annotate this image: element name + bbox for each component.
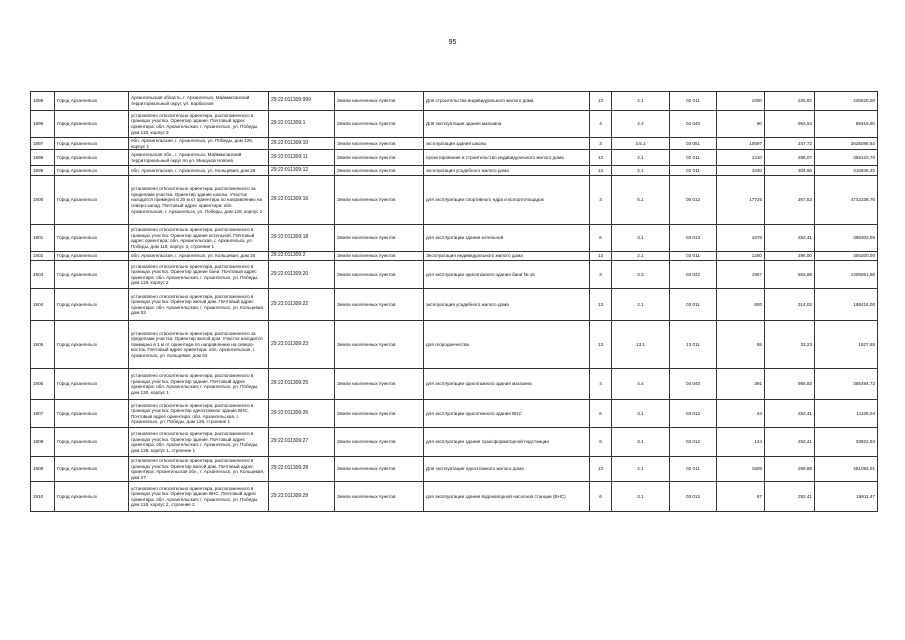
row-number: 1909 — [31, 457, 55, 482]
unit-value-cell: 304,66 — [765, 166, 815, 176]
cadastral-value-cell: 33822,94 — [815, 428, 878, 457]
address-cell: установлено относительно ориентира, расположенного в границах участка. Ориентир здание. Почтовый адрес ориентира: обл. Архангельская, г. Архангельск, ул. Победы, дом 128, корпус 1, строение 1 — [129, 428, 269, 457]
row-number: 1907 — [31, 400, 55, 428]
use-code-cell: 02 011 — [670, 92, 717, 111]
area-cell: 1967 — [717, 261, 765, 289]
zone-cell: 4 — [590, 369, 612, 400]
unit-value-cell: 296,07 — [765, 150, 815, 166]
zone-cell: 4 — [590, 111, 612, 138]
settlement-cell: Город Архангельск — [55, 457, 129, 482]
use-code-cell: 02 011 — [670, 166, 717, 176]
zone-cell: 13 — [590, 457, 612, 482]
cadastral-number-cell: 29:22:011309:999 — [269, 92, 335, 111]
unit-value-cell: 252,41 — [765, 225, 815, 252]
row-number: 1903 — [31, 261, 55, 289]
cadastral-number-cell: 29:22:011309:22 — [269, 289, 335, 321]
settlement-cell: Город Архангельск — [55, 166, 129, 176]
row-number: 1901 — [31, 225, 55, 252]
permitted-use-cell: для эксплуатации здания трансформаторной подстанции — [424, 428, 590, 457]
table-row — [31, 457, 878, 482]
group-code-cell: 2.1 — [612, 166, 670, 176]
cadastral-number-cell: 29:22:011309:23 — [269, 321, 335, 369]
address-cell: установлено относительно ориентира, расположенного в границах участка. Ориентир здание бани. Почтовый адрес ориентира: обл. Архангельская, г. Архангельск, ул. Победы, дом 118, корпус 2 — [129, 261, 269, 289]
permitted-use-cell: для эксплуатации здания водонапорной насосной станции (ВНС) — [424, 482, 590, 512]
unit-value-cell: 296,00 — [765, 252, 815, 261]
unit-value-cell: 267,53 — [765, 176, 815, 225]
use-code-cell: 04 040 — [670, 111, 717, 138]
area-cell: 1578 — [717, 225, 765, 252]
group-code-cell: 3.1 — [612, 225, 670, 252]
cadastral-number-cell: 29:22:011309:26 — [269, 400, 335, 428]
row-number: 1899 — [31, 166, 55, 176]
address-cell: Архангельская обл., г. Архангельск, Маймаксанский территориальный округ по ул. Мишуков Новоев — [129, 150, 269, 166]
address-cell: установлено относительно ориентира, расположенного в границах участка. Ориентир жилой дом. Почтовый адрес ориентира: Архангельская обл., г. Архангельск, ул. Кольцевая, дом 47 — [129, 457, 269, 482]
land-category-cell: Земли населенных пунктов — [335, 321, 424, 369]
permitted-use-cell: Для строительства индивидуального жилого дома — [424, 92, 590, 111]
zone-cell: 6 — [590, 400, 612, 428]
area-cell: 17726 — [717, 176, 765, 225]
area-cell: 67 — [717, 482, 765, 512]
settlement-cell: Город Архангельск — [55, 369, 129, 400]
group-code-cell: 4.4 — [612, 369, 670, 400]
settlement-cell: Город Архангельск — [55, 92, 129, 111]
use-code-cell: 04 040 — [670, 369, 717, 400]
unit-value-cell: 252,41 — [765, 482, 815, 512]
settlement-cell: Город Архангельск — [55, 482, 129, 512]
settlement-cell: Город Архангельск — [55, 176, 129, 225]
zone-cell: 6 — [590, 225, 612, 252]
table-row — [31, 289, 878, 321]
settlement-cell: Город Архангельск — [55, 289, 129, 321]
group-code-cell: 4.4 — [612, 111, 670, 138]
settlement-cell: Город Архангельск — [55, 428, 129, 457]
land-category-cell: Земли населенных пунктов — [335, 261, 424, 289]
address-cell: установлено относительно ориентира, расположенного за пределами участка. Ориентир здание школы. Участок находится примерно в 20 м от ориентира по направлению на северо-запад. Почтовый адрес ориентира: обл. Архангельская, г. Архангельск, ул. Победы, дом 126, корпус 1 — [129, 176, 269, 225]
address-cell: установлено относительно ориентира, расположенного в границах участка. Ориентир здание. Почтовый адрес ориентира: обл. Архангельская, г. Архангельск, ул. Победы, дом 130, корпус 1 — [129, 369, 269, 400]
row-number: 1895 — [31, 92, 55, 111]
use-code-cell: 03 032 — [670, 261, 717, 289]
settlement-cell: Город Архангельск — [55, 111, 129, 138]
address-cell: обл. Архангельская, г. Архангельск, ул. Победы, дом 126, корпус 1 — [129, 138, 269, 150]
cadastral-value-cell: 1305851,96 — [815, 261, 878, 289]
use-code-cell: 02 011 — [670, 457, 717, 482]
use-code-cell: 13 011 — [670, 321, 717, 369]
table-row — [31, 92, 878, 111]
unit-value-cell: 314,03 — [765, 289, 815, 321]
cadastral-number-cell: 29:22:011309:11 — [269, 150, 335, 166]
zone-cell: 3 — [590, 138, 612, 150]
permitted-use-cell: для эксплуатации здания котельной — [424, 225, 590, 252]
table-row — [31, 321, 878, 369]
use-code-cell: 03 012 — [670, 482, 717, 512]
unit-value-cell: 252,41 — [765, 428, 815, 457]
permitted-use-cell: эксплуатация здания школы — [424, 138, 590, 150]
unit-value-cell: 298,89 — [765, 457, 815, 482]
group-code-cell: 3.1 — [612, 482, 670, 512]
cadastral-number-cell: 29:22:011309:12 — [269, 166, 335, 176]
permitted-use-cell: для эксплуатации одноэтажного здания ВНС — [424, 400, 590, 428]
address-cell: установлено относительно ориентира, расположенного в границах участка. Ориентир жилой дом. Почтовый адрес ориентира: обл. Архангельская, г. Архангельск, ул. Кольцевая, дом 53 — [129, 289, 269, 321]
group-code-cell: 3.1 — [612, 428, 670, 457]
zone-cell: 13 — [590, 166, 612, 176]
zone-cell: 6 — [590, 428, 612, 457]
page-number: 95 — [448, 39, 457, 46]
row-number: 1900 — [31, 176, 55, 225]
cadastral-number-cell: 29:22:011309:27 — [269, 428, 335, 457]
cadastral-value-cell: 1827,65 — [815, 321, 878, 369]
land-category-cell: Земли населенных пунктов — [335, 369, 424, 400]
row-number: 1908 — [31, 428, 55, 457]
table-row — [31, 225, 878, 252]
land-category-cell: Земли населенных пунктов — [335, 428, 424, 457]
group-code-cell: 3.5.1 — [612, 138, 670, 150]
table-row — [31, 261, 878, 289]
unit-value-cell: 985,92 — [765, 369, 815, 400]
address-cell: обл. Архангельская, г. Архангельск, ул. Кольцевая, дом 34 — [129, 252, 269, 261]
use-code-cell: 02 011 — [670, 289, 717, 321]
area-cell: 391 — [717, 369, 765, 400]
cadastral-value-cell: 89418,60 — [815, 111, 878, 138]
zone-cell: 13 — [590, 150, 612, 166]
settlement-cell: Город Архангельск — [55, 261, 129, 289]
land-category-cell: Земли населенных пунктов — [335, 92, 424, 111]
land-category-cell: Земли населенных пунктов — [335, 400, 424, 428]
zone-cell: 13 — [590, 252, 612, 261]
area-cell: 44 — [717, 400, 765, 428]
zone-cell: 3 — [590, 176, 612, 225]
area-cell: 90 — [717, 111, 765, 138]
address-cell: установлено относительно ориентира, расположенного в границах участка. Ориентир здание ВНС. Почтовый адрес ориентира: обл. Архангельская, г. Архангельск, ул. Победы, дом 118, корпус 2, строение 2 — [129, 482, 269, 512]
address-cell: установлено относительно ориентира, расположенного в границах участка. Ориентир одноэтажное здание ВНС. Почтовый адрес ориентира: обл. Архангельская, г. Архангельск, ул. Победы, дом 126, строение 1 — [129, 400, 269, 428]
zone-cell: 13 — [590, 92, 612, 111]
permitted-use-cell: для эксплуатации спортивного ядра и вспортплощадок — [424, 176, 590, 225]
row-number: 1902 — [31, 252, 55, 261]
area-cell: 1040 — [717, 166, 765, 176]
permitted-use-cell: Для эксплуатации одноэтажного жилого дома — [424, 457, 590, 482]
row-number: 1898 — [31, 150, 55, 166]
area-cell: 1000 — [717, 92, 765, 111]
cadastral-number-cell: 29:22:011309:29 — [269, 482, 335, 512]
group-code-cell: 2.1 — [612, 92, 670, 111]
zone-cell: 13 — [590, 289, 612, 321]
land-category-cell: Земли населенных пунктов — [335, 289, 424, 321]
row-number: 1906 — [31, 369, 55, 400]
row-number: 1904 — [31, 289, 55, 321]
use-code-cell: 02 011 — [670, 150, 717, 166]
table-row — [31, 166, 878, 176]
land-category-cell: Земли населенных пунктов — [335, 225, 424, 252]
group-code-cell: 13.1 — [612, 321, 670, 369]
area-cell: 1609 — [717, 457, 765, 482]
permitted-use-cell: Эксплуатация индивидуального жилого дома — [424, 252, 590, 261]
cadastral-number-cell: 29:22:011309:28 — [269, 457, 335, 482]
cadastral-value-cell: 225820,00 — [815, 92, 878, 111]
permitted-use-cell: эксплуатация усадебного жилого дома — [424, 166, 590, 176]
cadastral-value-cell: 16911,47 — [815, 482, 878, 512]
land-category-cell: Земли населенных пунктов — [335, 111, 424, 138]
group-code-cell: 2.1 — [612, 457, 670, 482]
area-cell: 134 — [717, 428, 765, 457]
cadastral-value-cell: 11106,04 — [815, 400, 878, 428]
cadastral-number-cell: 29:22:011309:2 — [269, 252, 335, 261]
settlement-cell: Город Архангельск — [55, 321, 129, 369]
use-code-cell: 03 012 — [670, 428, 717, 457]
area-cell: 600 — [717, 289, 765, 321]
unit-value-cell: 33,23 — [765, 321, 815, 369]
address-cell: обл. Архангельская, г. Архангельск, ул. Кольцевая, дом 26 — [129, 166, 269, 176]
use-code-cell: 03 013 — [670, 225, 717, 252]
permitted-use-cell: для эксплуатации одноэтажного здания магазина — [424, 369, 590, 400]
cadastral-value-cell: 358123,70 — [815, 150, 878, 166]
land-category-cell: Земли населенных пунктов — [335, 176, 424, 225]
land-category-cell: Земли населенных пунктов — [335, 138, 424, 150]
area-cell: 1200 — [717, 252, 765, 261]
permitted-use-cell: Для эксплуатации здания магазина — [424, 111, 590, 138]
cadastral-number-cell: 29:22:011309:20 — [269, 261, 335, 289]
cadastral-value-cell: 316846,40 — [815, 166, 878, 176]
cadastral-value-cell: 385494,72 — [815, 369, 878, 400]
land-category-cell: Земли населенных пунктов — [335, 252, 424, 261]
table-row — [31, 150, 878, 166]
settlement-cell: Город Архангельск — [55, 150, 129, 166]
table-row — [31, 176, 878, 225]
table-row — [31, 369, 878, 400]
land-category-cell: Земли населенных пунктов — [335, 166, 424, 176]
table-row — [31, 111, 878, 138]
table-row — [31, 482, 878, 512]
address-cell: установлено относительно ориентира, расположенного в границах участка. Ориентир здание. Почтовый адрес ориентира: обл. Архангельская, г. Архангельск, ул. Победы, дом 118, корпус 3 — [129, 111, 269, 138]
row-number: 1910 — [31, 482, 55, 512]
group-code-cell: 5.1 — [612, 176, 670, 225]
zone-cell: 3 — [590, 261, 612, 289]
permitted-use-cell: эксплуатация усадебного жилого дома — [424, 289, 590, 321]
land-category-cell: Земли населенных пунктов — [335, 150, 424, 166]
cadastral-value-cell: 188418,00 — [815, 289, 878, 321]
unit-value-cell: 993,54 — [765, 111, 815, 138]
use-code-cell: 03 012 — [670, 400, 717, 428]
use-code-cell: 03 051 — [670, 138, 717, 150]
table-row — [31, 400, 878, 428]
cadastral-value-cell: 398303,96 — [815, 225, 878, 252]
row-number: 1896 — [31, 111, 55, 138]
cadastral-value-cell: 2625088,84 — [815, 138, 878, 150]
area-cell: 1210 — [717, 150, 765, 166]
table-body — [31, 92, 878, 512]
table-row — [31, 252, 878, 261]
area-cell: 10597 — [717, 138, 765, 150]
settlement-cell: Город Архангельск — [55, 225, 129, 252]
address-cell: установлено относительно ориентира, расположенного в границах участка. Ориентир здание котельной. Почтовый адрес ориентира: обл. Архангельская, г. Архангельск, ул. Победы, дом 118, корпус 3, строение 1 — [129, 225, 269, 252]
unit-value-cell: 663,88 — [765, 261, 815, 289]
cadastral-number-cell: 29:22:011309:25 — [269, 369, 335, 400]
cadastral-value-cell: 481093,01 — [815, 457, 878, 482]
address-cell: Архангельская область, г. Архангельск, Маймаксанский территориальный округ, ул. Карбасная — [129, 92, 269, 111]
use-code-cell: 05 012 — [670, 176, 717, 225]
group-code-cell: 2.1 — [612, 150, 670, 166]
area-cell: 55 — [717, 321, 765, 369]
unit-value-cell: 252,41 — [765, 400, 815, 428]
land-category-cell: Земли населенных пунктов — [335, 482, 424, 512]
permitted-use-cell: для эксплуатации одноэтажного здания бани № 16 — [424, 261, 590, 289]
settlement-cell: Город Архангельск — [55, 138, 129, 150]
unit-value-cell: 225,82 — [765, 92, 815, 111]
zone-cell: 13 — [590, 321, 612, 369]
address-cell: установлено относительно ориентира, расположенного за пределами участка. Ориентир жилой дом. Участок находится примерно в 1 м от ориентира по направлению на северо-восток. Почтовый адрес ориентира: обл. Архангельская, г. Архангельск, ул. Кольцевая, дом 53 — [129, 321, 269, 369]
cadastral-number-cell: 29:22:011309:18 — [269, 225, 335, 252]
cadastral-number-cell: 29:22:011309:10 — [269, 138, 335, 150]
group-code-cell: 3.3 — [612, 261, 670, 289]
permitted-use-cell: для огородничества — [424, 321, 590, 369]
settlement-cell: Город Архангельск — [55, 400, 129, 428]
land-registry-table — [30, 91, 878, 512]
row-number: 1897 — [31, 138, 55, 150]
group-code-cell: 2.1 — [612, 289, 670, 321]
cadastral-number-cell: 29:22:011309:1 — [269, 111, 335, 138]
row-number: 1905 — [31, 321, 55, 369]
unit-value-cell: 247,72 — [765, 138, 815, 150]
cadastral-value-cell: 4742238,76 — [815, 176, 878, 225]
table-row — [31, 428, 878, 457]
land-category-cell: Земли населенных пунктов — [335, 457, 424, 482]
permitted-use-cell: проектирование и строительство индивидуального жилого дома — [424, 150, 590, 166]
use-code-cell: 02 011 — [670, 252, 717, 261]
table-row — [31, 138, 878, 150]
group-code-cell: 3.1 — [612, 400, 670, 428]
cadastral-value-cell: 355200,00 — [815, 252, 878, 261]
settlement-cell: Город Архангельск — [55, 252, 129, 261]
group-code-cell: 2.1 — [612, 252, 670, 261]
zone-cell: 6 — [590, 482, 612, 512]
cadastral-number-cell: 29:22:011309:16 — [269, 176, 335, 225]
